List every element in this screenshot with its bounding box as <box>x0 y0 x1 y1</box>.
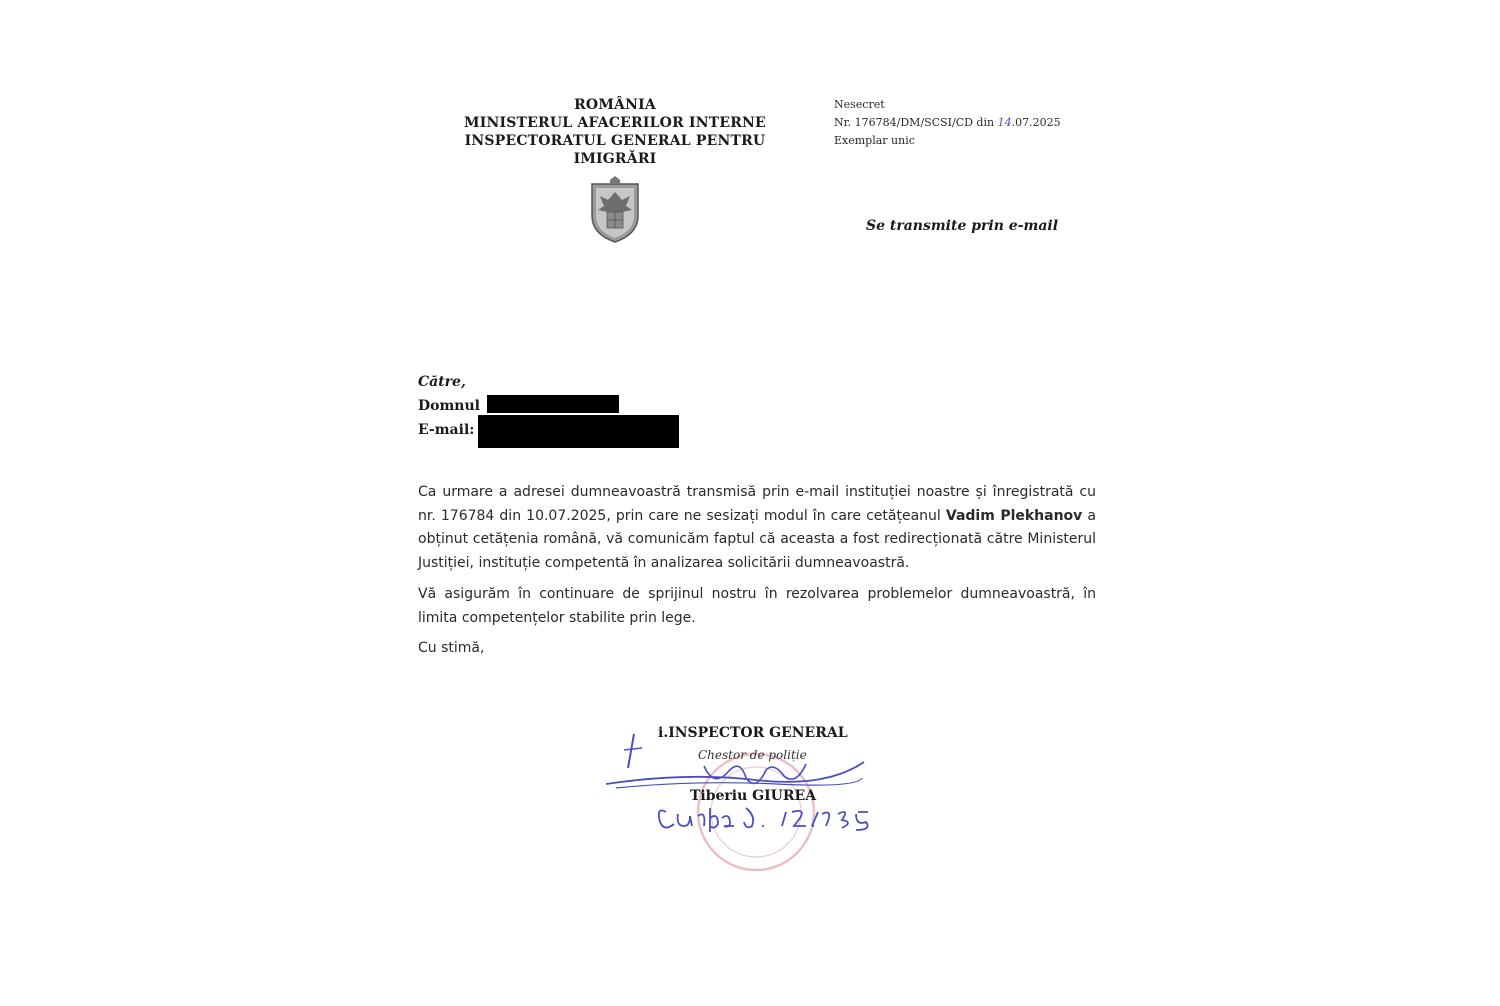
signatory-name: Tiberiu GIUREA <box>690 788 817 804</box>
ministry-name: MINISTERUL AFACERILOR INTERNE <box>464 115 766 131</box>
romanian-coat-of-arms-icon <box>586 176 644 244</box>
country-name: ROMÂNIA <box>574 97 656 113</box>
person-name: Vadim Plekhanov <box>945 507 1083 524</box>
letter-body <box>418 481 1096 638</box>
recipient-name-label: Domnul <box>418 398 480 414</box>
inspectorate-name: INSPECTORATUL GENERAL PENTRU IMIGRĂRI <box>464 133 766 167</box>
classification-label: Nesecret <box>834 98 885 111</box>
transmission-note: Se transmite prin e-mail <box>866 218 1059 234</box>
redacted-name <box>487 395 619 413</box>
document-meta <box>834 96 1061 150</box>
body-paragraph-2: Vă asigurăm în continuare de sprijinul nostru în rezolvarea problemelor dumneavoastră, în limita competențelor stabilite prin lege. <box>418 586 1096 626</box>
recipient-salutation: Către, <box>418 374 466 390</box>
recipient-email-label: E-mail: <box>418 422 475 438</box>
signatory-title: i.INSPECTOR GENERAL <box>658 725 848 741</box>
copy-label: Exemplar unic <box>834 134 915 147</box>
letterhead <box>430 96 800 244</box>
handwritten-note <box>606 722 896 872</box>
signatory-rank: Chestor de poliție <box>698 748 807 762</box>
signature-block <box>606 722 896 872</box>
closing-phrase: Cu stimă, <box>418 640 485 656</box>
body-paragraph-1: Ca urmare a adresei dumneavoastră transmisă prin e-mail instituției noastre și înregistrată cu nr. 176784 din 10.07.2025, prin care ne sesizați modul în care cetățeanul Vadim Plekhanov a obținut cetățenia română, vă comunicăm faptul că aceasta a fost redirecționată către Ministerul Justiției, instituție competentă în analizarea solicitării dumneavoastră. <box>418 484 1096 571</box>
redacted-email <box>478 415 679 448</box>
recipient-block <box>418 370 480 442</box>
handwritten-day: 14 <box>997 116 1012 129</box>
registration-number: Nr. 176784/DM/SCSI/CD din 14.07.2025 <box>834 116 1061 129</box>
